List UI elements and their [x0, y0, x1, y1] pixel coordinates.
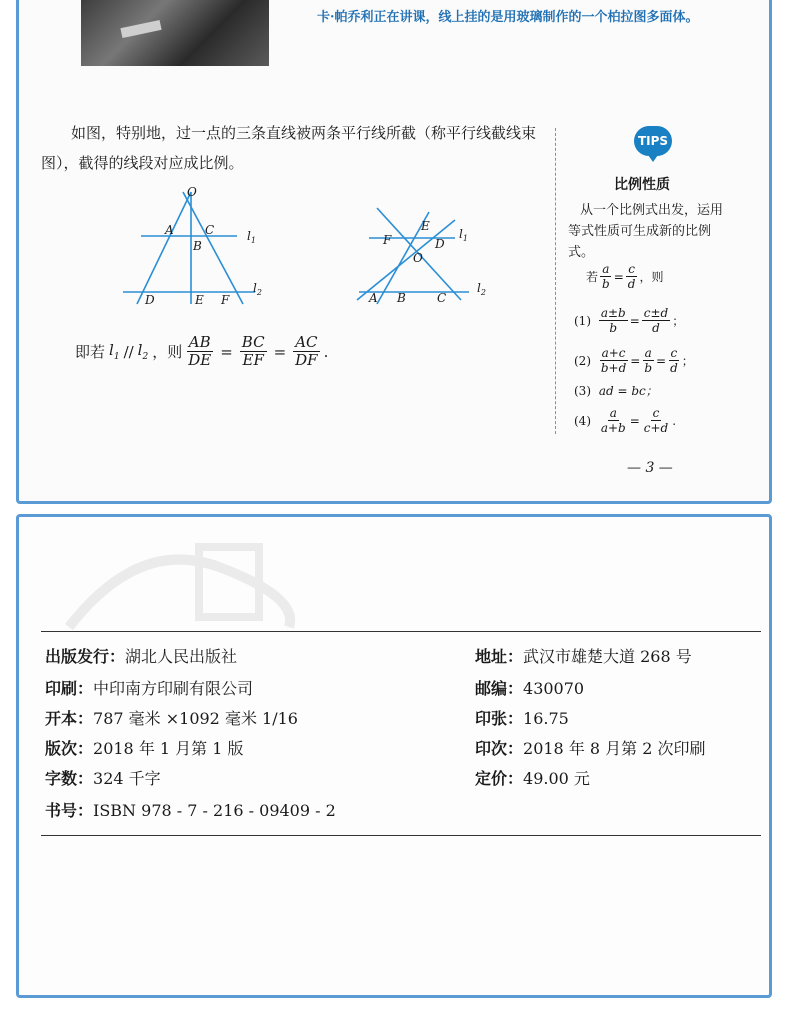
- diagram-left: [123, 192, 255, 304]
- tips-rule-4: (4) $\frac{a}{a+b}$ = $\frac{c}{c+d}$ .: [574, 406, 677, 435]
- price-row: 定价：49.00 元: [475, 769, 590, 788]
- parallel-lines-diagram: [107, 180, 507, 320]
- label-B: B: [193, 239, 202, 253]
- label-F: F: [221, 293, 230, 307]
- format-row: 开本：787 毫米 ×1092 毫米 1/16: [45, 709, 298, 728]
- label-E: E: [195, 293, 204, 307]
- sheets-row: 印张：16.75: [475, 709, 569, 728]
- fraction-ab-de: $\frac{AB}{DE}$: [188, 333, 212, 369]
- label-l2-2: $l_2$: [477, 281, 486, 297]
- edition-row: 版次：2018 年 1 月第 1 版: [45, 739, 244, 758]
- lecture-photo: [81, 0, 269, 66]
- label-A2: A: [369, 291, 378, 305]
- publisher-row: 出版发行：湖北人民出版社: [45, 647, 238, 666]
- top-page-panel: [16, 0, 772, 504]
- label-E2: E: [421, 219, 430, 233]
- proportion-formula: 即若 $l_1$ // $l_2$ ，则 $\frac{AB}{DE}$ = $\frac{BC}{EF}$ = $\frac{AC}{DF}$ .: [75, 333, 329, 369]
- photo-caption: 卡·帕乔利正在讲课，线上挂的是用玻璃制作的一个柏拉图多面体。: [317, 10, 699, 25]
- label-B2: B: [397, 291, 406, 305]
- imprint-panel: [16, 514, 772, 998]
- isbn-row: 书号：ISBN 978 - 7 - 216 - 09409 - 2: [45, 801, 336, 820]
- label-O: O: [187, 185, 197, 199]
- label-O2: O: [413, 251, 423, 265]
- label-l2: $l_2$: [253, 281, 262, 297]
- tips-title: 比例性质: [614, 177, 670, 193]
- top-divider: [41, 631, 761, 632]
- tips-badge: TIPS: [634, 126, 672, 156]
- bottom-divider: [41, 835, 761, 836]
- tips-sidebar: [555, 128, 740, 434]
- printer-row: 印刷：中印南方印刷有限公司: [45, 679, 254, 698]
- label-D2: D: [435, 237, 445, 251]
- label-A: A: [165, 223, 174, 237]
- wordcount-row: 字数：324 千字: [45, 769, 161, 788]
- printing-row: 印次：2018 年 8 月第 2 次印刷: [475, 739, 706, 758]
- address-row: 地址：武汉市雄楚大道 268 号: [475, 647, 692, 666]
- label-F2: F: [383, 233, 392, 247]
- tips-rule-3: (3) ad = bc；: [574, 383, 658, 398]
- tips-rule-1: (1) $\frac{a\pm b}{b}$ = $\frac{c\pm d}{d}$ ；: [574, 306, 685, 335]
- fraction-ac-df: $\frac{AC}{DF}$: [295, 333, 318, 369]
- label-l1-2: $l_1$: [459, 227, 468, 243]
- postcode-row: 邮编：430070: [475, 679, 585, 698]
- tips-description: 从一个比例式出发，运用等式性质可生成新的比例式。: [568, 203, 724, 260]
- label-C2: C: [437, 291, 447, 305]
- label-D: D: [145, 293, 155, 307]
- label-l1: $l_1$: [247, 229, 256, 245]
- tips-condition: 若 $\frac{a}{b}$ = $\frac{c}{d}$ ，则: [586, 262, 664, 291]
- label-C: C: [205, 223, 215, 237]
- diagram-left-labels: [144, 185, 262, 307]
- tips-rule-2: (2) $\frac{a+c}{b+d}$ = $\frac{a}{b}$ = $\frac{c}{d}$ ；: [574, 346, 694, 375]
- page-number: — 3 —: [627, 460, 673, 476]
- paragraph: 如图，特别地，过一点的三条直线被两条平行线所截（称平行线截线束图），截得的线段对应成比例。: [41, 124, 537, 172]
- watermark-ghost: [59, 527, 299, 637]
- fraction-bc-ef: $\frac{BC}{EF}$: [241, 333, 265, 369]
